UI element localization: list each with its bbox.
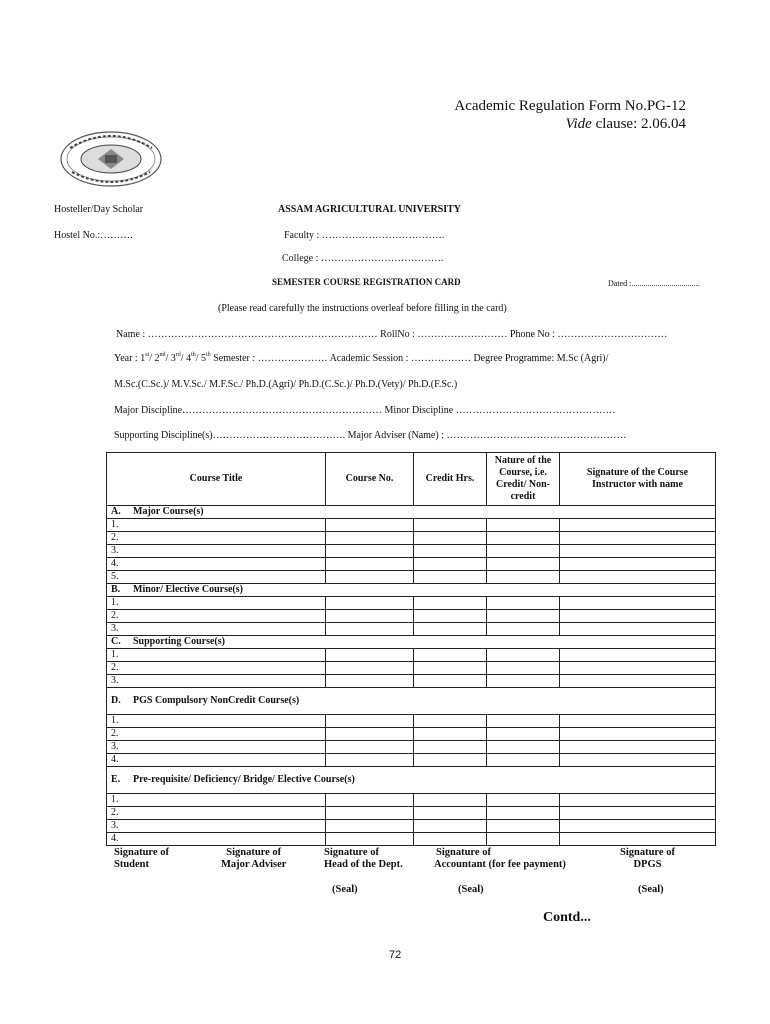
course-no-cell[interactable] xyxy=(326,754,414,767)
clause-number: clause: 2.06.04 xyxy=(591,116,686,132)
course-title-cell[interactable] xyxy=(107,649,326,662)
credit-hrs-cell[interactable] xyxy=(414,558,487,571)
table-row xyxy=(107,532,716,545)
row-number: 2. xyxy=(111,532,119,543)
section-letter: C. xyxy=(111,636,121,647)
instructor-signature-cell[interactable] xyxy=(560,662,716,675)
credit-hrs-cell[interactable] xyxy=(414,675,487,688)
nature-cell[interactable] xyxy=(487,833,560,846)
section-letter: D. xyxy=(111,695,121,706)
section-title xyxy=(107,688,716,715)
section-header-row xyxy=(107,506,716,519)
table-row xyxy=(107,807,716,820)
supporting-adviser-line: Supporting Discipline(s)…………………………………. Major Adviser (Name) : ……………………………………………… xyxy=(114,430,627,441)
course-title-cell[interactable] xyxy=(107,675,326,688)
course-no-cell[interactable] xyxy=(326,820,414,833)
faculty-field: Faculty : ………………………………. xyxy=(284,230,445,241)
clause-reference xyxy=(565,116,686,133)
course-title-cell[interactable] xyxy=(107,820,326,833)
instructor-signature-cell[interactable] xyxy=(560,623,716,636)
row-number: 2. xyxy=(111,610,119,621)
course-no-cell[interactable] xyxy=(326,558,414,571)
section-letter: E. xyxy=(111,774,121,785)
course-no-cell[interactable] xyxy=(326,571,414,584)
instructor-signature-cell[interactable] xyxy=(560,833,716,846)
page-number: 72 xyxy=(389,949,402,961)
continued-label: Contd... xyxy=(543,910,591,925)
table-header-row xyxy=(107,453,716,506)
table-row xyxy=(107,675,716,688)
course-title-cell[interactable] xyxy=(107,728,326,741)
signature-major-adviser: Signature of Major Adviser xyxy=(221,847,287,870)
credit-hrs-cell[interactable] xyxy=(414,571,487,584)
credit-hrs-cell[interactable] xyxy=(414,754,487,767)
instructor-signature-cell[interactable] xyxy=(560,545,716,558)
table-row xyxy=(107,610,716,623)
row-number: 2. xyxy=(111,728,119,739)
course-no-cell[interactable] xyxy=(326,545,414,558)
university-name: ASSAM AGRICULTURAL UNIVERSITY xyxy=(278,204,462,215)
row-number: 2. xyxy=(111,662,119,673)
table-row xyxy=(107,662,716,675)
course-title-cell[interactable] xyxy=(107,519,326,532)
university-seal-logo xyxy=(58,130,164,188)
section-name: PGS Compulsory NonCredit Course(s) xyxy=(133,695,300,706)
course-title-cell[interactable] xyxy=(107,571,326,584)
nature-cell[interactable] xyxy=(487,662,560,675)
card-title: SEMESTER COURSE REGISTRATION CARD xyxy=(272,277,461,287)
course-title-cell[interactable] xyxy=(107,715,326,728)
course-title-cell[interactable] xyxy=(107,833,326,846)
row-number: 1. xyxy=(111,794,119,805)
row-number: 2. xyxy=(111,807,119,818)
course-no-cell[interactable] xyxy=(326,532,414,545)
nature-cell[interactable] xyxy=(487,820,560,833)
instructor-signature-cell[interactable] xyxy=(560,794,716,807)
section-title xyxy=(107,506,716,519)
nature-cell[interactable] xyxy=(487,571,560,584)
nature-cell[interactable] xyxy=(487,807,560,820)
course-title-cell[interactable] xyxy=(107,532,326,545)
credit-hrs-cell[interactable] xyxy=(414,820,487,833)
nature-cell[interactable] xyxy=(487,794,560,807)
course-no-cell[interactable] xyxy=(326,610,414,623)
row-number: 3. xyxy=(111,741,119,752)
nature-cell[interactable] xyxy=(487,610,560,623)
section-title xyxy=(107,584,716,597)
section-name: Pre-requisite/ Deficiency/ Bridge/ Elective Course(s) xyxy=(133,774,355,785)
header-course-no: Course No. xyxy=(326,453,414,506)
signature-dpgs: Signature of DPGS xyxy=(620,847,675,870)
instructor-signature-cell[interactable] xyxy=(560,715,716,728)
table-row xyxy=(107,519,716,532)
credit-hrs-cell[interactable] xyxy=(414,597,487,610)
instructor-signature-cell[interactable] xyxy=(560,571,716,584)
header-credit-hrs: Credit Hrs. xyxy=(414,453,487,506)
header-course-title: Course Title xyxy=(107,453,326,506)
section-header-row xyxy=(107,688,716,715)
table-row xyxy=(107,820,716,833)
form-number: Academic Regulation Form No.PG-12 xyxy=(454,98,686,114)
table-row xyxy=(107,794,716,807)
row-number: 4. xyxy=(111,754,119,765)
nature-cell[interactable] xyxy=(487,532,560,545)
signature-student: Signature of Student xyxy=(114,847,169,870)
table-row xyxy=(107,597,716,610)
dated-field: Dated :.................................. xyxy=(608,279,700,288)
course-no-cell[interactable] xyxy=(326,519,414,532)
credit-hrs-cell[interactable] xyxy=(414,610,487,623)
nature-cell[interactable] xyxy=(487,558,560,571)
course-no-cell[interactable] xyxy=(326,597,414,610)
signature-accountant: Signature of Accountant (for fee payment) xyxy=(434,847,566,870)
course-title-cell[interactable] xyxy=(107,545,326,558)
college-field: College : ………………………………. xyxy=(282,253,444,264)
row-number: 4. xyxy=(111,833,119,844)
nature-cell[interactable] xyxy=(487,715,560,728)
degree-programme-options: M.Sc.(C.Sc.)/ M.V.Sc./ M.F.Sc./ Ph.D.(Agri)/ Ph.D.(C.Sc.)/ Ph.D.(Vety)/ Ph.D.(F.Sc.) xyxy=(114,379,458,390)
table-row xyxy=(107,833,716,846)
table-row xyxy=(107,715,716,728)
section-header-row xyxy=(107,767,716,794)
credit-hrs-cell[interactable] xyxy=(414,519,487,532)
hostel-no-field: Hostel No.:………. xyxy=(54,230,133,241)
instructor-signature-cell[interactable] xyxy=(560,610,716,623)
instructor-signature-cell[interactable] xyxy=(560,820,716,833)
table-row xyxy=(107,649,716,662)
credit-hrs-cell[interactable] xyxy=(414,532,487,545)
course-no-cell[interactable] xyxy=(326,715,414,728)
table-row xyxy=(107,623,716,636)
table-row xyxy=(107,558,716,571)
instructor-signature-cell[interactable] xyxy=(560,558,716,571)
course-no-cell[interactable] xyxy=(326,623,414,636)
credit-hrs-cell[interactable] xyxy=(414,833,487,846)
credit-hrs-cell[interactable] xyxy=(414,807,487,820)
vide-word: Vide xyxy=(565,116,592,132)
course-no-cell[interactable] xyxy=(326,741,414,754)
table-row xyxy=(107,741,716,754)
instructions-note: (Please read carefully the instructions overleaf before filling in the card) xyxy=(218,303,507,314)
course-title-cell[interactable] xyxy=(107,794,326,807)
instructor-signature-cell[interactable] xyxy=(560,649,716,662)
header-instructor-signature: Signature of the Course Instructor with name xyxy=(560,453,716,506)
nature-cell[interactable] xyxy=(487,597,560,610)
name-rollno-phone-line: Name : …………………………………………………………… RollNo : ……………………… Phone No : …………………………… xyxy=(116,329,668,340)
discipline-line: Major Discipline…………………………………………………… Minor Discipline ………………………………………… xyxy=(114,405,616,416)
credit-hrs-cell[interactable] xyxy=(414,545,487,558)
section-name: Supporting Course(s) xyxy=(133,636,225,647)
table-row xyxy=(107,571,716,584)
nature-cell[interactable] xyxy=(487,649,560,662)
instructor-signature-cell[interactable] xyxy=(560,807,716,820)
nature-cell[interactable] xyxy=(487,675,560,688)
section-title xyxy=(107,767,716,794)
signature-head-dept: Signature of Head of the Dept. xyxy=(324,847,403,870)
seal-dpgs: (Seal) xyxy=(638,884,664,895)
credit-hrs-cell[interactable] xyxy=(414,715,487,728)
section-name: Major Course(s) xyxy=(133,506,204,517)
header-nature: Nature of the Course, i.e. Credit/ Non-credit xyxy=(487,453,560,506)
section-header-row xyxy=(107,636,716,649)
credit-hrs-cell[interactable] xyxy=(414,649,487,662)
row-number: 4. xyxy=(111,558,119,569)
section-letter: B. xyxy=(111,584,121,595)
instructor-signature-cell[interactable] xyxy=(560,741,716,754)
nature-cell[interactable] xyxy=(487,741,560,754)
credit-hrs-cell[interactable] xyxy=(414,662,487,675)
course-title-cell[interactable] xyxy=(107,741,326,754)
section-title xyxy=(107,636,716,649)
nature-cell[interactable] xyxy=(487,519,560,532)
nature-cell[interactable] xyxy=(487,623,560,636)
course-registration-table xyxy=(106,452,716,846)
row-number: 3. xyxy=(111,623,119,634)
instructor-signature-cell[interactable] xyxy=(560,532,716,545)
course-no-cell[interactable] xyxy=(326,675,414,688)
table-row xyxy=(107,754,716,767)
row-number: 1. xyxy=(111,649,119,660)
row-number: 3. xyxy=(111,545,119,556)
instructor-signature-cell[interactable] xyxy=(560,519,716,532)
course-no-cell[interactable] xyxy=(326,728,414,741)
course-no-cell[interactable] xyxy=(326,662,414,675)
course-title-cell[interactable] xyxy=(107,610,326,623)
instructor-signature-cell[interactable] xyxy=(560,597,716,610)
instructor-signature-cell[interactable] xyxy=(560,675,716,688)
seal-head-dept: (Seal) xyxy=(332,884,358,895)
course-title-cell[interactable] xyxy=(107,662,326,675)
course-no-cell[interactable] xyxy=(326,649,414,662)
course-title-cell[interactable] xyxy=(107,807,326,820)
instructor-signature-cell[interactable] xyxy=(560,754,716,767)
row-number: 3. xyxy=(111,820,119,831)
nature-cell[interactable] xyxy=(487,754,560,767)
section-header-row xyxy=(107,584,716,597)
course-title-cell[interactable] xyxy=(107,754,326,767)
course-title-cell[interactable] xyxy=(107,597,326,610)
table-row xyxy=(107,545,716,558)
section-name: Minor/ Elective Course(s) xyxy=(133,584,243,595)
nature-cell[interactable] xyxy=(487,728,560,741)
credit-hrs-cell[interactable] xyxy=(414,741,487,754)
hosteller-day-scholar-label: Hosteller/Day Scholar xyxy=(54,204,144,215)
nature-cell[interactable] xyxy=(487,545,560,558)
section-letter: A. xyxy=(111,506,121,517)
credit-hrs-cell[interactable] xyxy=(414,623,487,636)
row-number: 1. xyxy=(111,715,119,726)
year-semester-line: Year : 1st/ 2nd/ 3rd/ 4th/ 5th Semester : ………………… Academic Session : ……………… Degree Programme: M.Sc (Agri)/ xyxy=(114,352,609,364)
row-number: 1. xyxy=(111,519,119,530)
seal-accountant: (Seal) xyxy=(458,884,484,895)
table-row xyxy=(107,728,716,741)
row-number: 3. xyxy=(111,675,119,686)
course-no-cell[interactable] xyxy=(326,807,414,820)
course-no-cell[interactable] xyxy=(326,794,414,807)
course-no-cell[interactable] xyxy=(326,833,414,846)
course-title-cell[interactable] xyxy=(107,558,326,571)
credit-hrs-cell[interactable] xyxy=(414,728,487,741)
course-title-cell[interactable] xyxy=(107,623,326,636)
row-number: 5. xyxy=(111,571,119,582)
row-number: 1. xyxy=(111,597,119,608)
credit-hrs-cell[interactable] xyxy=(414,794,487,807)
instructor-signature-cell[interactable] xyxy=(560,728,716,741)
